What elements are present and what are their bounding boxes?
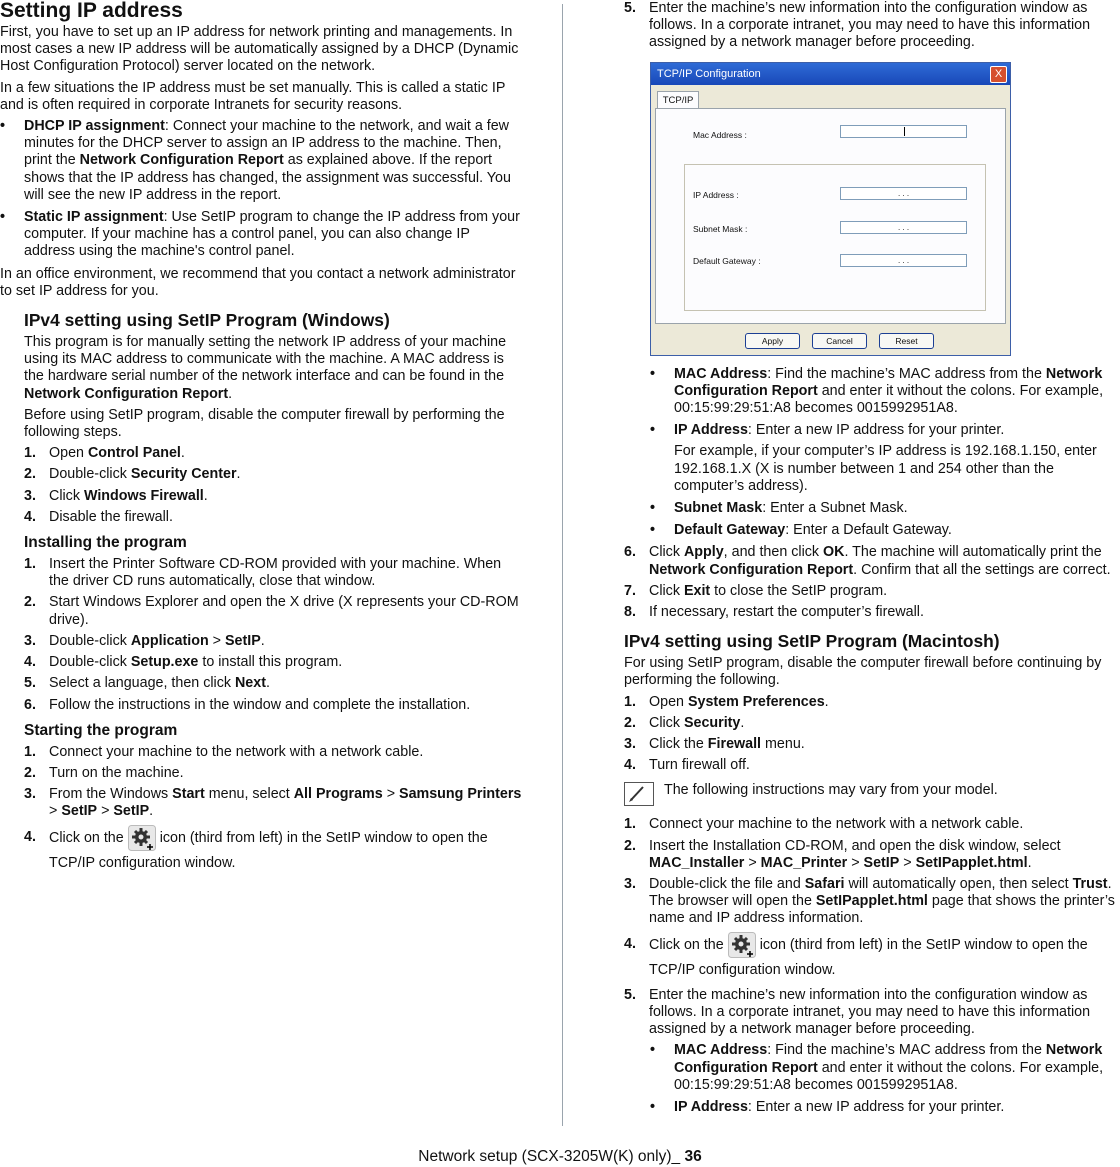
list-item: • IP Address: Enter a new IP address for your printer. For example, if your computer’s IP address is 192.168.1.150, enter 192.168.1.X (X is number between 1 and 254 other than the computer’s address). (650, 422, 1097, 494)
list-item: 2. Click Security. (624, 714, 745, 731)
list-item: 4. Disable the firewall. (24, 508, 173, 525)
list-item: 1. Connect your machine to the network with a network cable. (24, 743, 424, 760)
list-item: 3. Click the Firewall menu. (624, 736, 805, 753)
list-item: 2. Turn on the machine. (24, 764, 184, 781)
subnet-mask-input[interactable]: . . . (840, 221, 967, 234)
install-steps (24, 556, 522, 714)
ip-address-input[interactable]: . . . (840, 187, 967, 200)
section-heading-windows: IPv4 setting using SetIP Program (Windows) (24, 310, 390, 331)
mac-setip-steps (624, 816, 1120, 1038)
tcpip-configuration-dialog (650, 62, 1011, 356)
apply-button[interactable]: Apply (745, 333, 800, 349)
section-heading-installing: Installing the program (24, 534, 187, 552)
list-item: 5. Enter the machine’s new information into the configuration window as follows. In a corporate intranet, you may need to have this information assigned by a network manager before proceeding. (624, 986, 1091, 1038)
list-item: 2. Start Windows Explorer and open the X drive (X represents your CD-ROM drive). (24, 594, 519, 628)
cancel-button[interactable]: Cancel (812, 333, 867, 349)
list-item: • IP Address: Enter a new IP address for your printer. (650, 1098, 1005, 1115)
list-item: 7. Click Exit to close the SetIP program. (624, 582, 888, 599)
list-item: 1. Open Control Panel. (24, 445, 185, 462)
tab-tcpip[interactable]: TCP/IP (657, 91, 699, 109)
dialog-title-bar (651, 63, 1010, 85)
note: The following instructions may vary from your model. (624, 782, 1120, 806)
list-item: 8. If necessary, restart the computer’s firewall. (624, 604, 924, 621)
pencil-note-icon (624, 782, 654, 806)
list-item: 4. Click on the icon (third from left) in the SetIP window to open the TCP/IP configuration window. (24, 825, 522, 876)
static-ip-paragraph: In a few situations the IP address must be set manually. This is called a static IP and is often required in corporate Intranets for security reasons. (0, 79, 506, 113)
list-item: 4. Turn firewall off. (624, 757, 750, 774)
page-number: 36 (684, 1148, 702, 1165)
mac-field-list (650, 1042, 1120, 1116)
list-item: 3. From the Windows Start menu, select All Programs > Samsung Printers > SetIP > SetIP. (24, 786, 522, 820)
mac-address-label: Mac Address : (693, 129, 747, 140)
default-gateway-label: Default Gateway : (693, 255, 761, 266)
column-divider (562, 4, 563, 1126)
list-item: • MAC Address: Find the machine’s MAC address from the Network Configuration Report and enter it without the colons. For example, 00:15:99:29:51:A8 becomes 0015992951A8. (650, 365, 1104, 417)
close-icon[interactable]: X (990, 66, 1007, 83)
assignment-list (0, 118, 522, 261)
list-item: • Subnet Mask: Enter a Subnet Mask. (650, 500, 908, 517)
list-item: 6. Follow the instructions in the window and complete the installation. (24, 696, 471, 713)
list-item: 3. Click Windows Firewall. (24, 487, 208, 504)
footer-text: Network setup (SCX-3205W(K) only)_ (418, 1148, 685, 1165)
subnet-mask-label: Subnet Mask : (693, 223, 748, 234)
list-item: 6. Click Apply, and then click OK. The machine will automatically print the Network Configuration Report. Confirm that all the settings are correct. (624, 544, 1111, 578)
page-title: Setting IP address (0, 0, 183, 22)
page-footer (0, 1148, 1120, 1165)
config-steps (624, 0, 1120, 52)
section-heading-starting: Starting the program (24, 721, 178, 739)
intro-paragraph: First, you have to set up an IP address for network printing and managements. In most cases a new IP address will be automatically assigned by a DHCP (Dynamic Host Configuration Protocol) server located on the network. (0, 24, 519, 75)
dialog-panel (655, 108, 1006, 324)
settings-gear-icon (128, 825, 156, 851)
final-steps (624, 544, 1120, 621)
list-item: • Default Gateway: Enter a Default Gateway. (650, 522, 952, 539)
list-item: 5. Select a language, then click Next. (24, 675, 270, 692)
list-item: 4. Double-click Setup.exe to install this program. (24, 654, 343, 671)
settings-gear-icon (728, 932, 756, 958)
list-item: 4. Click on the icon (third from left) in the SetIP window to open the TCP/IP configuration window. (624, 932, 1120, 983)
list-item: • Static IP assignment: Use SetIP program to change the IP address from your computer. If your machine has a control panel, you can also change IP address using the machine's control panel. (0, 209, 520, 260)
paragraph: Before using SetIP program, disable the computer firewall by performing the following steps. (24, 406, 505, 441)
list-item: 2. Insert the Installation CD-ROM, and open the disk window, select MAC_Installer > MAC_Printer > SetIP > SetIPapplet.html. (624, 837, 1061, 871)
list-item: 1. Open System Preferences. (624, 693, 829, 710)
left-column (0, 0, 522, 880)
start-steps (24, 744, 522, 876)
firewall-steps (24, 445, 522, 526)
default-gateway-input[interactable]: . . . (840, 254, 967, 267)
paragraph: For using SetIP program, disable the computer firewall before continuing by performing the following. (624, 655, 1102, 689)
mac-firewall-steps (624, 694, 1120, 775)
field-list (650, 366, 1120, 540)
paragraph: This program is for manually setting the network IP address of your machine using its MAC address to communicate with the machine. A MAC address is the hardware serial number of the network interface and can be found in the Network Configuration Report. (24, 334, 507, 402)
dialog-title: TCP/IP Configuration (657, 67, 761, 80)
list-item: 1. Connect your machine to the network with a network cable. (624, 816, 1024, 833)
section-heading-macintosh: IPv4 setting using SetIP Program (Macintosh) (624, 631, 1000, 652)
list-item: 5. Enter the machine’s new information into the configuration window as follows. In a corporate intranet, you may need to have this information assigned by a network manager before proceeding. (624, 0, 1091, 51)
list-item: • MAC Address: Find the machine’s MAC address from the Network Configuration Report and enter it without the colons. For example, 00:15:99:29:51:A8 becomes 0015992951A8. (650, 1042, 1104, 1093)
list-item: 1. Insert the Printer Software CD-ROM provided with your machine. When the driver CD runs automatically, close that window. (24, 556, 502, 590)
office-paragraph: In an office environment, we recommend that you contact a network administrator to set IP address for you. (0, 265, 516, 299)
list-item: 2. Double-click Security Center. (24, 466, 241, 483)
reset-button[interactable]: Reset (879, 333, 934, 349)
list-item: 3. Double-click the file and Safari will automatically open, then select Trust. The browser will open the SetIPapplet.html page that shows the printer’s name and IP address information. (624, 876, 1115, 927)
list-item: 3. Double-click Application > SetIP. (24, 632, 265, 649)
list-item: • DHCP IP assignment: Connect your machine to the network, and wait a few minutes for the DHCP server to assign an IP address to the machine. Then, print the Network Configuration Report as explained above. If the report shows that the IP address has changed, the assignment was successful. You will see the new IP address in the report. (0, 118, 511, 203)
right-column (624, 0, 1120, 1121)
ip-address-label: IP Address : (693, 189, 739, 200)
mac-address-input[interactable] (840, 125, 967, 138)
